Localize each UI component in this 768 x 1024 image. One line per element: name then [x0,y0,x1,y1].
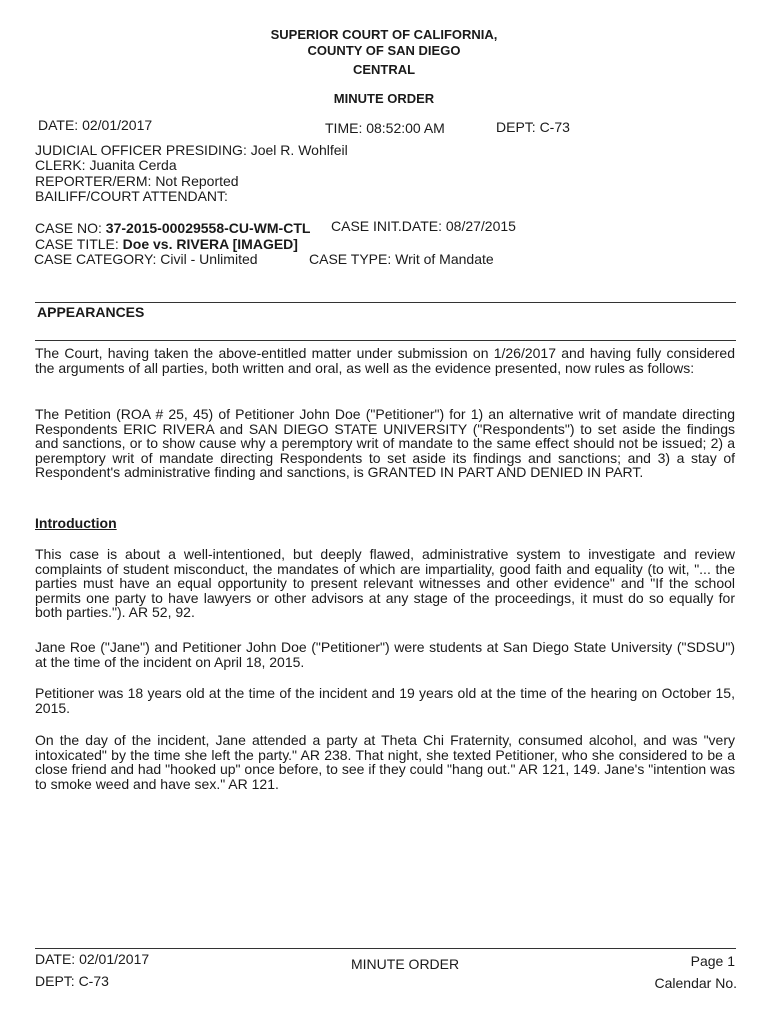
judicial-officer: JUDICIAL OFFICER PRESIDING: Joel R. Wohlfeil [35,142,348,158]
footer-calendar: Calendar No. [654,975,737,991]
court-name-line2: COUNTY OF SAN DIEGO [307,43,461,58]
footer-dept: DEPT: C-73 [35,973,109,989]
paragraph-introduction: This case is about a well-intentioned, but deeply flawed, administrative system to investigate and review complaints of student misconduct, the mandates of which are impartiality, good faith and equality (to wit, "... the parties must have an equal opportunity to present relevant witnesses and other evidence" and "If the school permits one party to have lawyers or other advisors at any stage of the proceedings, it must do so equally for both parties."). AR 52, 92. [35,546,735,620]
paragraph-parties: Jane Roe ("Jane") and Petitioner John Doe ("Petitioner") were students at San Diego State University ("SDSU") at the time of the incident on April 18, 2015. [35,639,735,670]
paragraph-ruling: The Court, having taken the above-entitled matter under submission on 1/26/2017 and having fully considered the arguments of all parties, both written and oral, as well as the evidence presented, now rules as follows: [35,345,735,376]
footer-date: DATE: 02/01/2017 [35,951,150,967]
clerk: CLERK: Juanita Cerda [35,157,177,173]
footer-page: Page 1 [690,953,735,969]
case-type: CASE TYPE: Writ of Mandate [309,251,494,267]
case-title-value: Doe vs. RIVERA [IMAGED] [122,236,298,252]
hearing-time: TIME: 08:52:00 AM [325,120,445,136]
case-init-date: CASE INIT.DATE: 08/27/2015 [331,218,516,234]
hearing-date: DATE: 02/01/2017 [38,117,153,133]
introduction-heading: Introduction [35,515,117,531]
footer-title: MINUTE ORDER [351,956,460,972]
case-title-label: CASE TITLE: [35,236,123,252]
case-number-value: 37-2015-00029558-CU-WM-CTL [105,220,311,236]
paragraph-petition: The Petition (ROA # 25, 45) of Petitioner John Doe ("Petitioner") for 1) an alternative writ of mandate directing Respondents ERIC RIVERA and SAN DIEGO STATE UNIVERSITY ("Respondents") to set aside the findings and sanctions, or to show cause why a peremptory writ of mandate to the same effect should not be issued; 2) a peremptory writ of mandate directing Respondents to set aside its findings and sanctions; and 3) a stay of Respondent's administrative finding and sanctions, is GRANTED IN PART AND DENIED IN PART. [35,406,735,480]
footer-divider [35,948,736,949]
case-number [35,221,310,236]
case-category: CASE CATEGORY: Civil - Unlimited [34,251,258,267]
court-name-line1: SUPERIOR COURT OF CALIFORNIA, [270,27,498,42]
paragraph-incident: On the day of the incident, Jane attended a party at Theta Chi Fraternity, consumed alcohol, and was "very intoxicated" by the time she left the party." AR 238. That night, she texted Petitioner, who she considered to be a close friend and had "hooked up" once before, to see if they could "hang out." AR 121, 149. Jane's "intention was to smoke weed and have sex." AR 121. [35,732,735,792]
case-title [35,237,298,252]
divider-top [35,302,736,303]
appearances-heading: APPEARANCES [37,304,145,320]
reporter: REPORTER/ERM: Not Reported [35,173,239,189]
court-name-line3: CENTRAL [352,62,416,77]
bailiff: BAILIFF/COURT ATTENDANT: [35,188,228,204]
case-number-label: CASE NO: [35,220,106,236]
divider-bottom [35,340,736,341]
paragraph-ages: Petitioner was 18 years old at the time of the incident and 19 years old at the time of the hearing on October 15, 2015. [35,685,735,716]
document-title: MINUTE ORDER [333,91,435,106]
department: DEPT: C-73 [496,119,570,135]
